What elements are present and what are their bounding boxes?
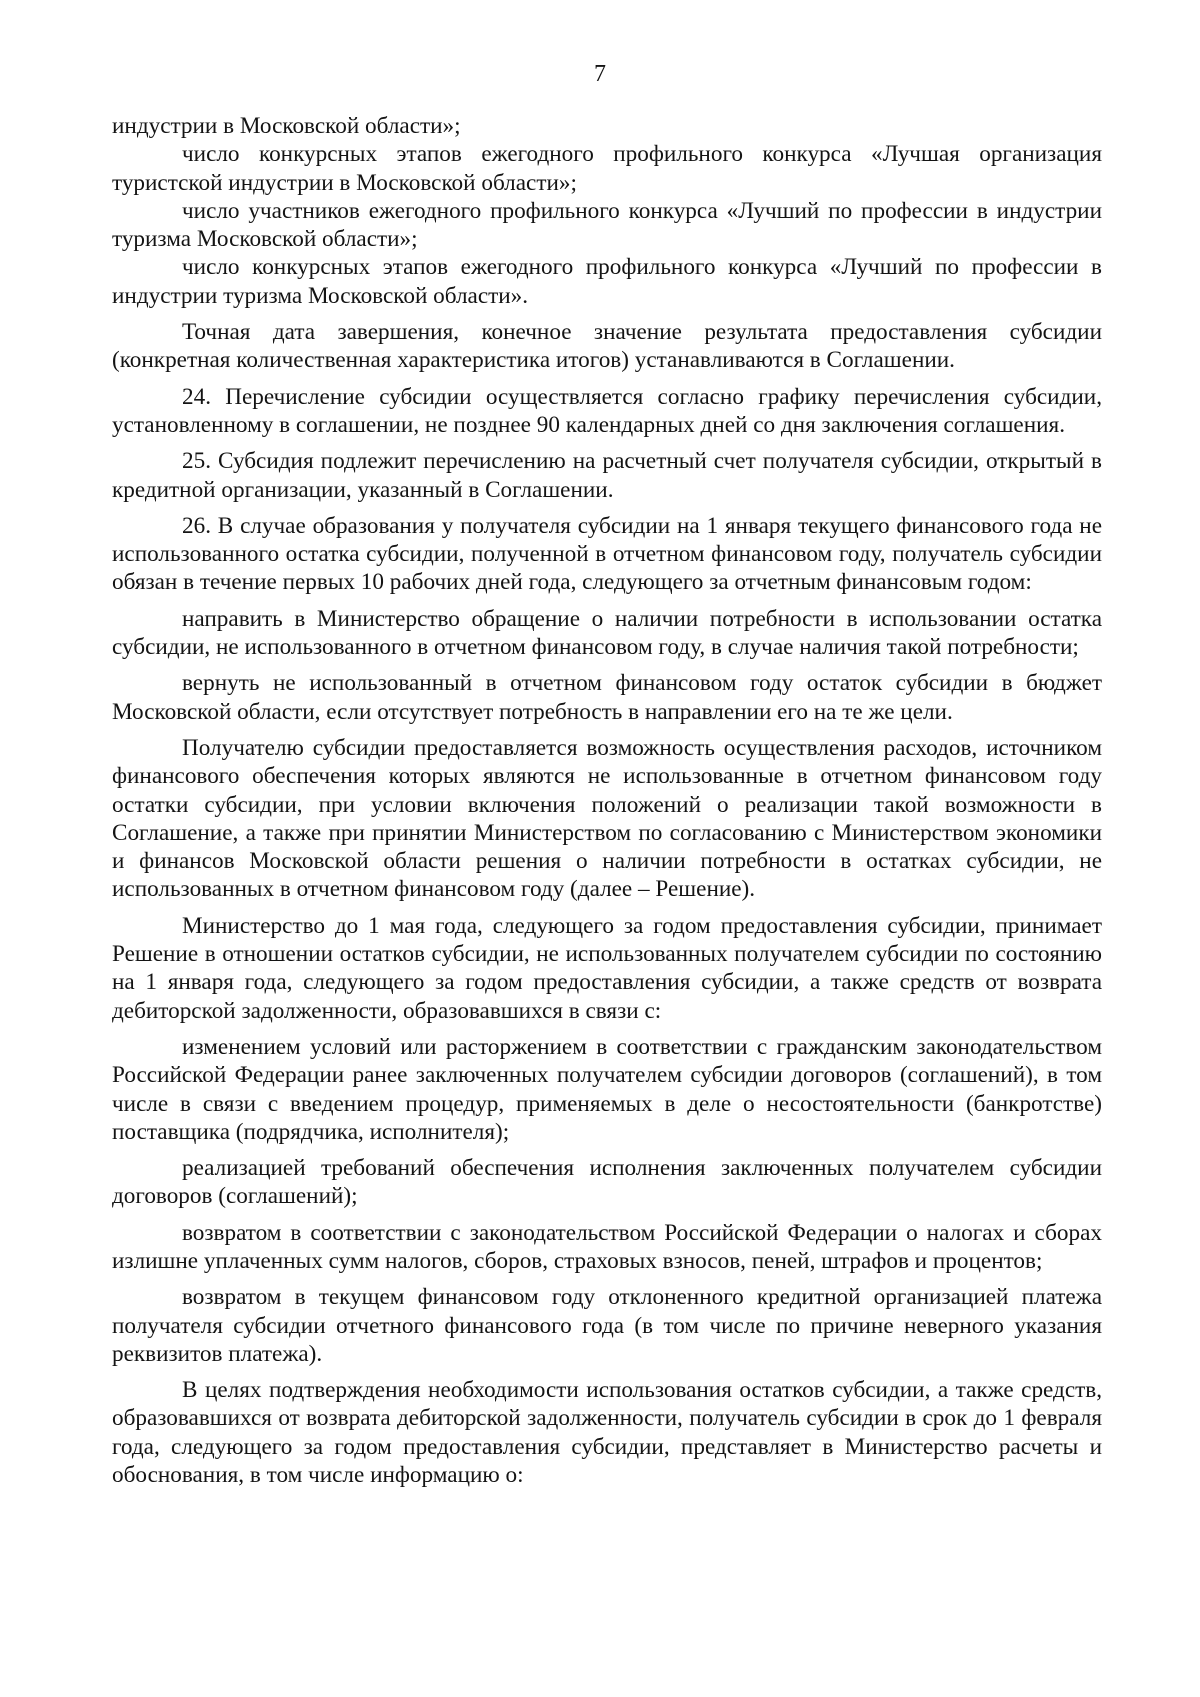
paragraph: реализацией требований обеспечения исполнения заключенных получателем субсидии договоров (соглашений); — [112, 1155, 1102, 1210]
paragraph: число конкурсных этапов ежегодного профильного конкурса «Лучшая организация туристской индустрии в Московской области»; — [112, 141, 1102, 196]
paragraph: возвратом в текущем финансовом году отклоненного кредитной организацией платежа получателя субсидии отчетного финансового года (в том числе по причине неверного указания реквизитов платежа). — [112, 1284, 1102, 1367]
paragraph: В целях подтверждения необходимости использования остатков субсидии, а также средств, образовавшихся от возврата дебиторской задолженности, получатель субсидии в срок до 1 февраля года, следующего за годом предоставления субсидии, представляет в Министерство расчеты и обоснования, в том числе информацию о: — [112, 1377, 1102, 1489]
document-body — [112, 112, 1102, 1489]
paragraph: Точная дата завершения, конечное значение результата предоставления субсидии (конкретная количественная характеристика итогов) устанавливаются в Соглашении. — [112, 319, 1102, 374]
paragraph: возвратом в соответствии с законодательством Российской Федерации о налогах и сборах излишне уплаченных сумм налогов, сборов, страховых взносов, пеней, штрафов и процентов; — [112, 1219, 1102, 1274]
paragraph: направить в Министерство обращение о наличии потребности в использовании остатка субсидии, не использованного в отчетном финансовом году, в случае наличия такой потребности; — [112, 605, 1102, 661]
paragraph: число участников ежегодного профильного конкурса «Лучший по профессии в индустрии туризма Московской области»; — [112, 197, 1102, 253]
paragraph: число конкурсных этапов ежегодного профильного конкурса «Лучший по профессии в индустрии туризма Московской области». — [112, 254, 1102, 309]
page-number: 7 — [594, 61, 606, 87]
paragraph-item-26: 26. В случае образования у получателя субсидии на 1 января текущего финансового года не использованного остатка субсидии, полученной в отчетном финансовом году, получатель субсидии обязан в течение первых 10 рабочих дней года, следующего за отчетным финансовым годом: — [112, 512, 1102, 596]
paragraph: Министерство до 1 мая года, следующего за годом предоставления субсидии, принимает Решение в отношении остатков субсидии, не использованных получателем субсидии по состоянию на 1 января года, следующего за годом предоставления субсидии, а также средств от возврата дебиторской задолженности, образовавшихся в связи с: — [112, 912, 1102, 1024]
paragraph: изменением условий или расторжением в соответствии с гражданским законодательством Российской Федерации ранее заключенных получателем субсидии договоров (соглашений), в том числе в связи с введением процедур, применяемых в деле о несостоятельности (банкротстве) поставщика (подрядчика, исполнителя); — [112, 1033, 1102, 1145]
paragraph: Получателю субсидии предоставляется возможность осуществления расходов, источником финансового обеспечения которых являются не использованные в отчетном финансовом году остатки субсидии, при условии включения положений о реализации такой возможности в Соглашение, а также при принятии Министерством по согласованию с Министерством экономики и финансов Московской области решения о наличии потребности в остатках субсидии, не использованных в отчетном финансовом году (далее – Решение). — [112, 734, 1102, 903]
paragraph-item-25: 25. Субсидия подлежит перечислению на расчетный счет получателя субсидии, открытый в кредитной организации, указанный в Соглашении. — [112, 448, 1102, 503]
paragraph-item-24: 24. Перечисление субсидии осуществляется согласно графику перечисления субсидии, установленному в соглашении, не позднее 90 календарных дней со дня заключения соглашения. — [112, 383, 1102, 438]
paragraph: вернуть не использованный в отчетном финансовом году остаток субсидии в бюджет Московской области, если отсутствует потребность в направлении его на те же цели. — [112, 670, 1102, 725]
paragraph-continuation: индустрии в Московской области»; — [112, 113, 461, 139]
